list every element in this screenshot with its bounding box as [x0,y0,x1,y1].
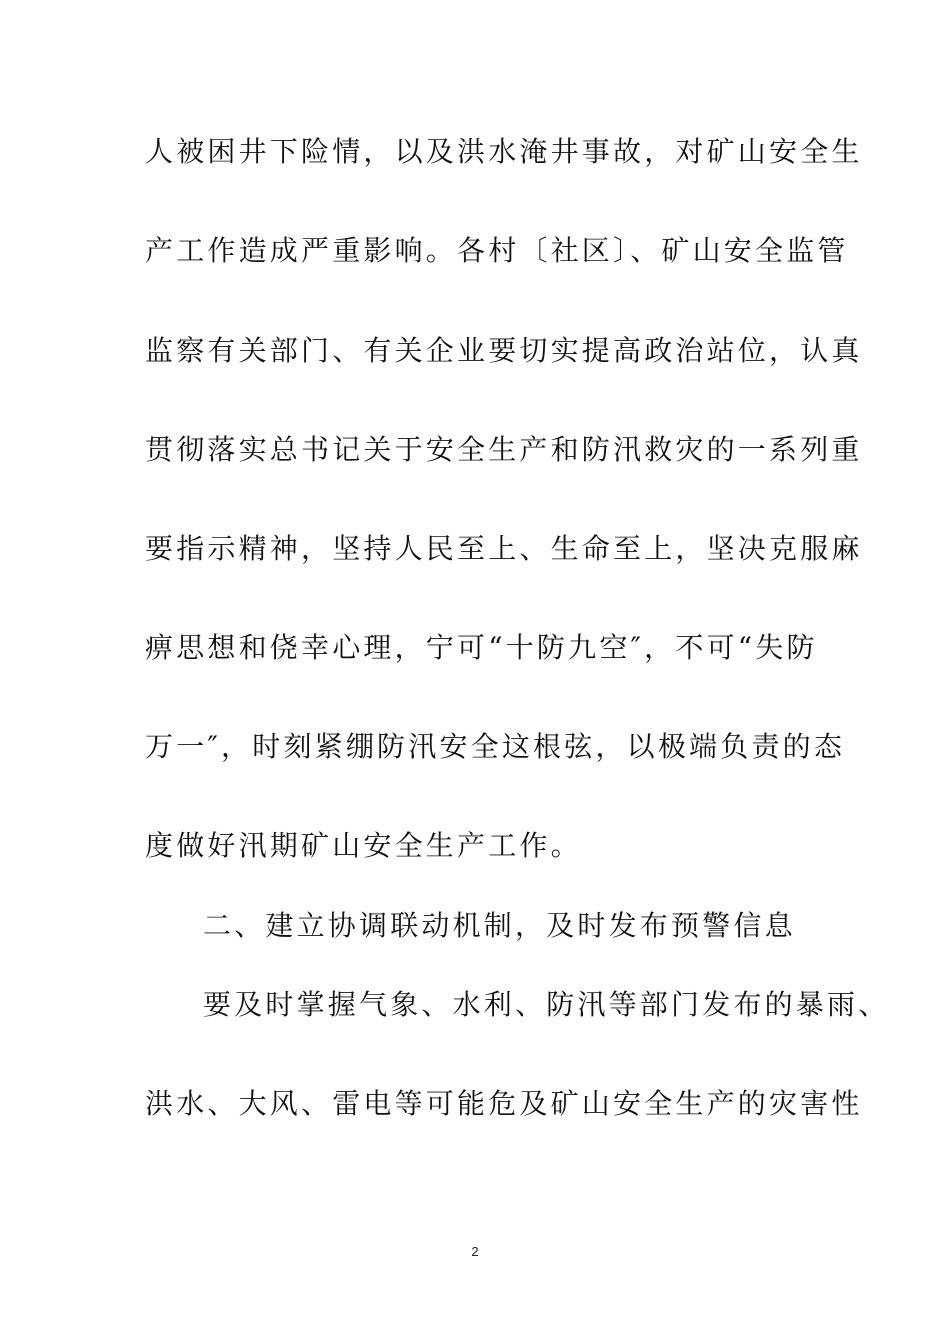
text-line: 要指示精神，坚持人民至上、生命至上，坚决克服麻 [145,532,863,565]
text-line: 产工作造成严重影响。各村〔社区〕、矿山安全监管 [145,234,849,267]
text-line: 痹思想和侥幸心理，宁可“十防九空″，不可“失防 [145,631,818,664]
text-line: 要及时掌握气象、水利、防汛等部门发布的暴雨、 [203,988,890,1021]
section-heading: 二、建立协调联动机制，及时发布预警信息 [203,909,796,942]
page-number: 2 [471,1244,479,1259]
text-line: 万一″，时刻紧绷防汛安全这根弦，以极端负责的态 [145,730,846,763]
text-line: 洪水、大风、雷电等可能危及矿山安全生产的灾害性 [145,1087,863,1120]
text-line: 贯彻落实总书记关于安全生产和防汛救灾的一系列重 [145,433,863,466]
text-line: 监察有关部门、有关企业要切实提高政治站位，认真 [145,334,863,367]
text-line: 人被困井下险情，以及洪水淹井事故，对矿山安全生 [145,135,863,168]
text-line: 度做好汛期矿山安全生产工作。 [145,829,582,862]
